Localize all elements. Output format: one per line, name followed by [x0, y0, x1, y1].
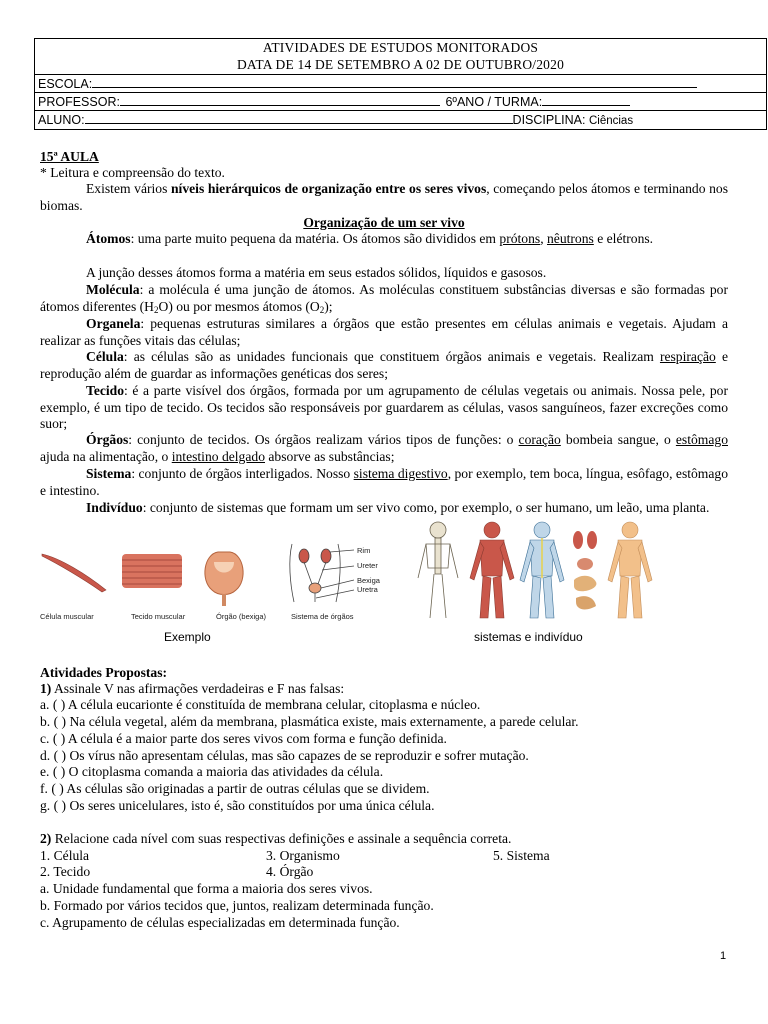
organela-text: : pequenas estruturas similares a órgãos que estão presentes em células animais e vegetais. Ajudam a realizar as funções vitais das células; [40, 316, 728, 348]
individuo-term: Indivíduo [86, 500, 143, 515]
molecula-text-c: ); [324, 298, 333, 314]
orgaos-term: Órgãos [86, 432, 129, 447]
orgaos-text-b: bombeia sangue, o [560, 432, 676, 447]
atomos-term: Átomos [86, 231, 131, 246]
coracao-link: coração [518, 432, 561, 447]
atomos-paragraph [40, 231, 728, 248]
organs-icon [573, 531, 597, 609]
intro-bold: níveis hierárquicos de organização entre os seres vivos [171, 181, 487, 196]
atomos-text-b: e elétrons. [593, 231, 654, 246]
estomago-link: estômago [675, 432, 728, 447]
q2-option-1: 1. Célula [40, 848, 90, 863]
respiracao-link: respiração [659, 349, 716, 364]
intro-paragraph [40, 181, 728, 214]
q2-number: 2) [40, 831, 52, 846]
q1-text: Assinale V nas afirmações verdadeiras e F nas falsas: [51, 681, 345, 696]
tecido-term: Tecido [86, 383, 125, 398]
ano-turma-label: 6ºANO / TURMA: [445, 95, 543, 109]
tecido-paragraph [40, 383, 728, 433]
caption-tecido: Tecido muscular [131, 612, 186, 621]
escola-label: ESCOLA: [38, 77, 93, 91]
orgaos-text-d: absorve as substâncias; [265, 448, 395, 464]
organela-term: Organela [86, 316, 141, 331]
urinary-system-icon [290, 544, 354, 602]
q1-item-a[interactable]: a. ( ) A célula eucarionte é constituída de membrana celular, citoplasma e núcleo. [40, 697, 481, 712]
escola-field[interactable] [92, 76, 697, 88]
nervous-system-icon [520, 522, 564, 618]
q2-option-2: 2. Tecido [40, 864, 91, 879]
lesson-instruction: * Leitura e compreensão do texto. [40, 165, 225, 180]
q2-def-c: c. Agrupamento de células especializadas em determinada função. [40, 915, 400, 930]
label-ureter: Ureter [357, 561, 378, 570]
professor-field[interactable] [120, 94, 440, 106]
caption-sistemas: sistemas e indivíduo [474, 630, 583, 644]
q1-item-c[interactable]: c. ( ) A célula é a maior parte dos seres vivos com forma e função definida. [40, 731, 447, 746]
disciplina-value: Ciências [588, 115, 634, 127]
q2-option-5: 5. Sistema [493, 848, 550, 863]
q2-text: Relacione cada nível com suas respectivas definições e assinale a sequência correta. [51, 831, 512, 846]
molecula-text-a: : a molécula é uma junção de átomos. As moléculas constituem substâncias diversas e são formadas por átomos diferentes (H [40, 282, 728, 314]
sistema-paragraph [40, 466, 728, 499]
muscular-system-icon [470, 522, 514, 618]
tecido-text: : é a parte visível dos órgãos, formada por um agrupamento de células vegetais ou animais. Nossa pele, por exemplo, é um tipo de tecido. Os tecidos são responsáveis por guardarem as células, vasos sanguíneos, fazer excreções como suor; [40, 383, 728, 432]
bladder-icon [205, 552, 243, 606]
lesson-title-line [40, 149, 728, 166]
sistema-text-a: : conjunto de órgãos interligados. Nosso [131, 466, 354, 481]
header-dates: DATA DE 14 DE SETEMBRO A 02 DE OUTUBRO/2020 [236, 57, 565, 72]
orgaos-paragraph [40, 432, 728, 465]
aluno-label: ALUNO: [38, 113, 85, 127]
aluno-field[interactable] [85, 112, 513, 124]
activities-title: Atividades Propostas: [40, 665, 168, 680]
atomos-text-a: : uma parte muito pequena da matéria. Os átomos são divididos em [130, 231, 500, 246]
lesson-title: 15ª AULA [40, 149, 99, 164]
protons-link: prótons [499, 231, 541, 246]
orgaos-text-c: ajuda na alimentação, o [40, 448, 172, 464]
subtitle: Organização de um ser vivo [303, 215, 465, 230]
celula-paragraph [40, 349, 728, 382]
o2-subscript: 2 [319, 304, 325, 315]
celula-text-b: e reprodução além de guardar as informações genéticas dos seres; [40, 349, 728, 381]
molecula-term: Molécula [86, 282, 140, 297]
escola-row [35, 74, 766, 92]
professor-row [35, 92, 766, 110]
sistema-digestivo-link: sistema digestivo [353, 466, 448, 481]
professor-label: PROFESSOR: [38, 95, 120, 109]
page-number: 1 [720, 950, 727, 962]
caption-sistema: Sistema de órgãos [291, 612, 354, 621]
muscle-cell-icon [42, 554, 106, 592]
celula-text-a: : as células são as unidades funcionais que constituem órgãos animais e vegetais. Realizam [123, 349, 660, 364]
activities-title-line [40, 665, 728, 682]
intro-pre: Existem vários [86, 181, 171, 196]
intestino-link: intestino delgado [171, 448, 265, 464]
label-rim: Rim [357, 546, 371, 555]
label-bexiga: Bexiga [357, 576, 380, 585]
neutrons-link: nêutrons [546, 231, 594, 246]
intro-post: , começando pelos átomos e terminando nos biomas. [40, 181, 728, 213]
caption-exemplo: Exemplo [164, 630, 211, 644]
q2-statement [40, 831, 728, 848]
aluno-row [35, 110, 766, 128]
molecula-text-b: O) ou por mesmos átomos (O [158, 298, 320, 314]
muscle-tissue-icon [122, 554, 182, 588]
organela-paragraph [40, 316, 728, 349]
comma: , [540, 231, 547, 246]
q1-item-e[interactable]: e. ( ) O citoplasma comanda a maioria das atividades da célula. [40, 764, 384, 779]
individuo-text: : conjunto de sistemas que formam um ser vivo como, por exemplo, o ser humano, um leão, uma planta. [142, 500, 710, 515]
q2-def-a: a. Unidade fundamental que forma a maioria dos seres vivos. [40, 881, 373, 896]
q2-option-3: 3. Organismo [266, 848, 340, 863]
juncao-paragraph: A junção desses átomos forma a matéria em seus estados sólidos, líquidos e gasosos. [86, 265, 547, 280]
subtitle-line [40, 215, 728, 232]
header-title: ATIVIDADES DE ESTUDOS MONITORADOS [262, 40, 539, 55]
individuo-paragraph [40, 500, 728, 517]
skeleton-icon [418, 522, 458, 618]
q2-def-b: b. Formado por vários tecidos que, juntos, realizam determinada função. [40, 898, 434, 913]
q1-item-g[interactable]: g. ( ) Os seres unicelulares, isto é, são constituídos por uma única célula. [40, 798, 435, 813]
human-systems-figure [410, 518, 660, 622]
sistema-text-b: , por exemplo, tem boca, língua, esôfago, estômago e intestino. [40, 466, 729, 498]
q1-statement [40, 681, 728, 698]
molecula-paragraph [40, 282, 728, 315]
disciplina-label: DISCIPLINA: [512, 113, 586, 127]
q1-item-d[interactable]: d. ( ) Os vírus não apresentam células, mas são capazes de se reproduzir e sofrer mutação. [40, 748, 529, 763]
turma-field[interactable] [542, 94, 630, 106]
caption-celula: Célula muscular [40, 612, 94, 621]
q1-item-b[interactable]: b. ( ) Na célula vegetal, além da membrana, plasmática existe, mais externamente, a parede celular. [40, 714, 579, 729]
q1-item-f[interactable]: f. ( ) As células são originadas a partir de outras células que se dividem. [40, 781, 430, 796]
organization-figure-left [38, 540, 398, 610]
header-box [34, 38, 767, 130]
label-uretra: Uretra [357, 585, 378, 594]
human-body-icon [608, 522, 652, 618]
h2-subscript: 2 [154, 304, 159, 315]
celula-term: Célula [86, 349, 124, 364]
q1-number: 1) [40, 681, 52, 696]
caption-orgao: Órgão (bexiga) [216, 612, 267, 621]
q2-option-4: 4. Órgão [266, 864, 314, 879]
orgaos-text-a: : conjunto de tecidos. Os órgãos realizam vários tipos de funções: o [128, 432, 519, 447]
sistema-term: Sistema [86, 466, 132, 481]
